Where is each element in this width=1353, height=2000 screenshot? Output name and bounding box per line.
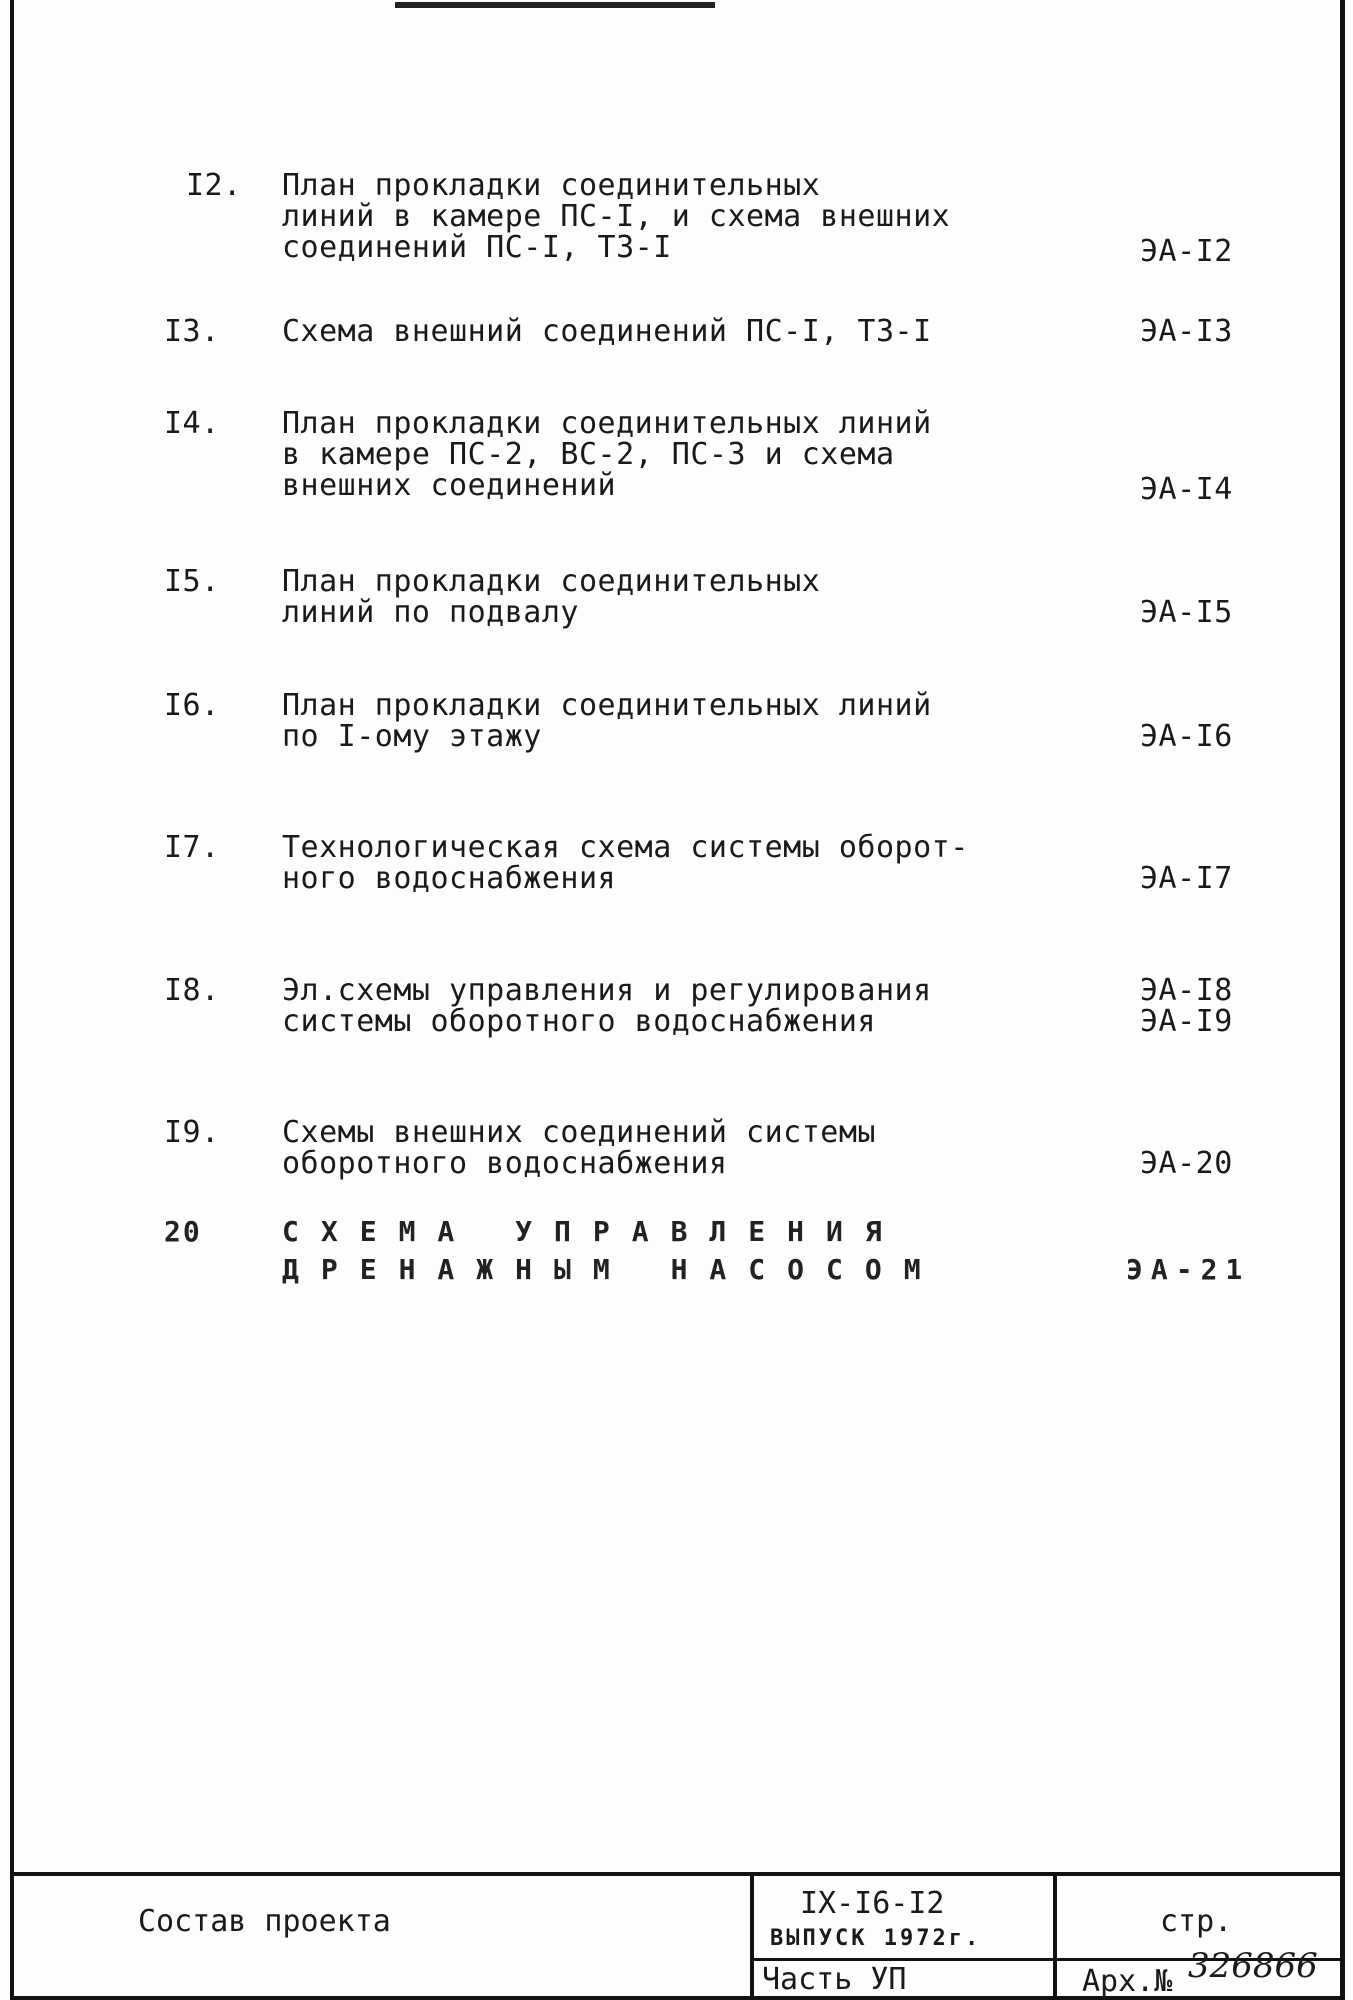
- item-title: План прокладки соединительных линий по I-ому этажу: [282, 688, 932, 754]
- item-title: План прокладки соединительных линий по подвалу: [282, 564, 821, 630]
- item-number: I5.: [164, 564, 220, 599]
- item-number: I6.: [164, 688, 220, 723]
- page-label: стр.: [1160, 1904, 1233, 1939]
- title-block-divider: [1053, 1876, 1057, 1996]
- item-title: Технологическая схема системы оборот- ного водоснабжения: [282, 830, 969, 896]
- frame-right-border: [1340, 0, 1345, 1999]
- release-stamp: ВЫПУСК 1972г.: [770, 1926, 982, 1951]
- item-sheet-ref: ЭА-21: [1126, 1253, 1251, 1286]
- item-sheet-ref: ЭА-I6: [1140, 719, 1233, 754]
- item-title: План прокладки соединительных линий в камере ПС-2, ВС-2, ПС-3 и схема внешних соединений: [282, 406, 932, 503]
- top-edge-mark: [395, 2, 715, 8]
- item-number: I8.: [164, 973, 220, 1008]
- item-sheet-ref: ЭА-I2: [1140, 234, 1233, 269]
- item-number: 20: [164, 1215, 202, 1248]
- item-number: I4.: [164, 406, 220, 441]
- title-block-hline: [754, 1958, 1053, 1961]
- item-number: I3.: [164, 314, 220, 349]
- item-sheet-ref: ЭА-20: [1140, 1146, 1233, 1181]
- item-title: СХЕМА УПРАВЛЕНИЯ ДРЕНАЖНЫМ НАСОСОМ: [282, 1215, 943, 1286]
- title-block-divider: [750, 1876, 754, 1996]
- item-title: Эл.схемы управления и регулирования системы оборотного водоснабжения: [282, 973, 932, 1039]
- archive-number: 326866: [1188, 1946, 1318, 1986]
- item-number: I7.: [164, 830, 220, 865]
- document-name: Состав проекта: [138, 1904, 391, 1939]
- item-sheet-ref: ЭА-I7: [1140, 861, 1233, 896]
- item-sheet-ref: ЭА-I4: [1140, 472, 1233, 507]
- frame-left-border: [10, 0, 14, 1999]
- item-title: Схемы внешних соединений системы оборотного водоснабжения: [282, 1115, 876, 1181]
- item-sheet-ref: ЭА-I3: [1140, 314, 1233, 349]
- item-title: План прокладки соединительных линий в камере ПС-I, и схема внешних соединений ПС-I, ТЗ-I: [282, 168, 951, 265]
- item-number: I9.: [164, 1115, 220, 1150]
- document-code: IX-I6-I2: [800, 1886, 945, 1921]
- item-sheet-ref: ЭА-I8 ЭА-I9: [1140, 973, 1233, 1039]
- title-block: [10, 1872, 1345, 2000]
- item-sheet-ref: ЭА-I5: [1140, 595, 1233, 630]
- item-title: Схема внешний соединений ПС-I, ТЗ-I: [282, 314, 932, 349]
- part-label: Часть УП: [762, 1962, 907, 1997]
- archive-label: Арх.№: [1082, 1964, 1173, 1999]
- item-number: I2.: [186, 168, 242, 203]
